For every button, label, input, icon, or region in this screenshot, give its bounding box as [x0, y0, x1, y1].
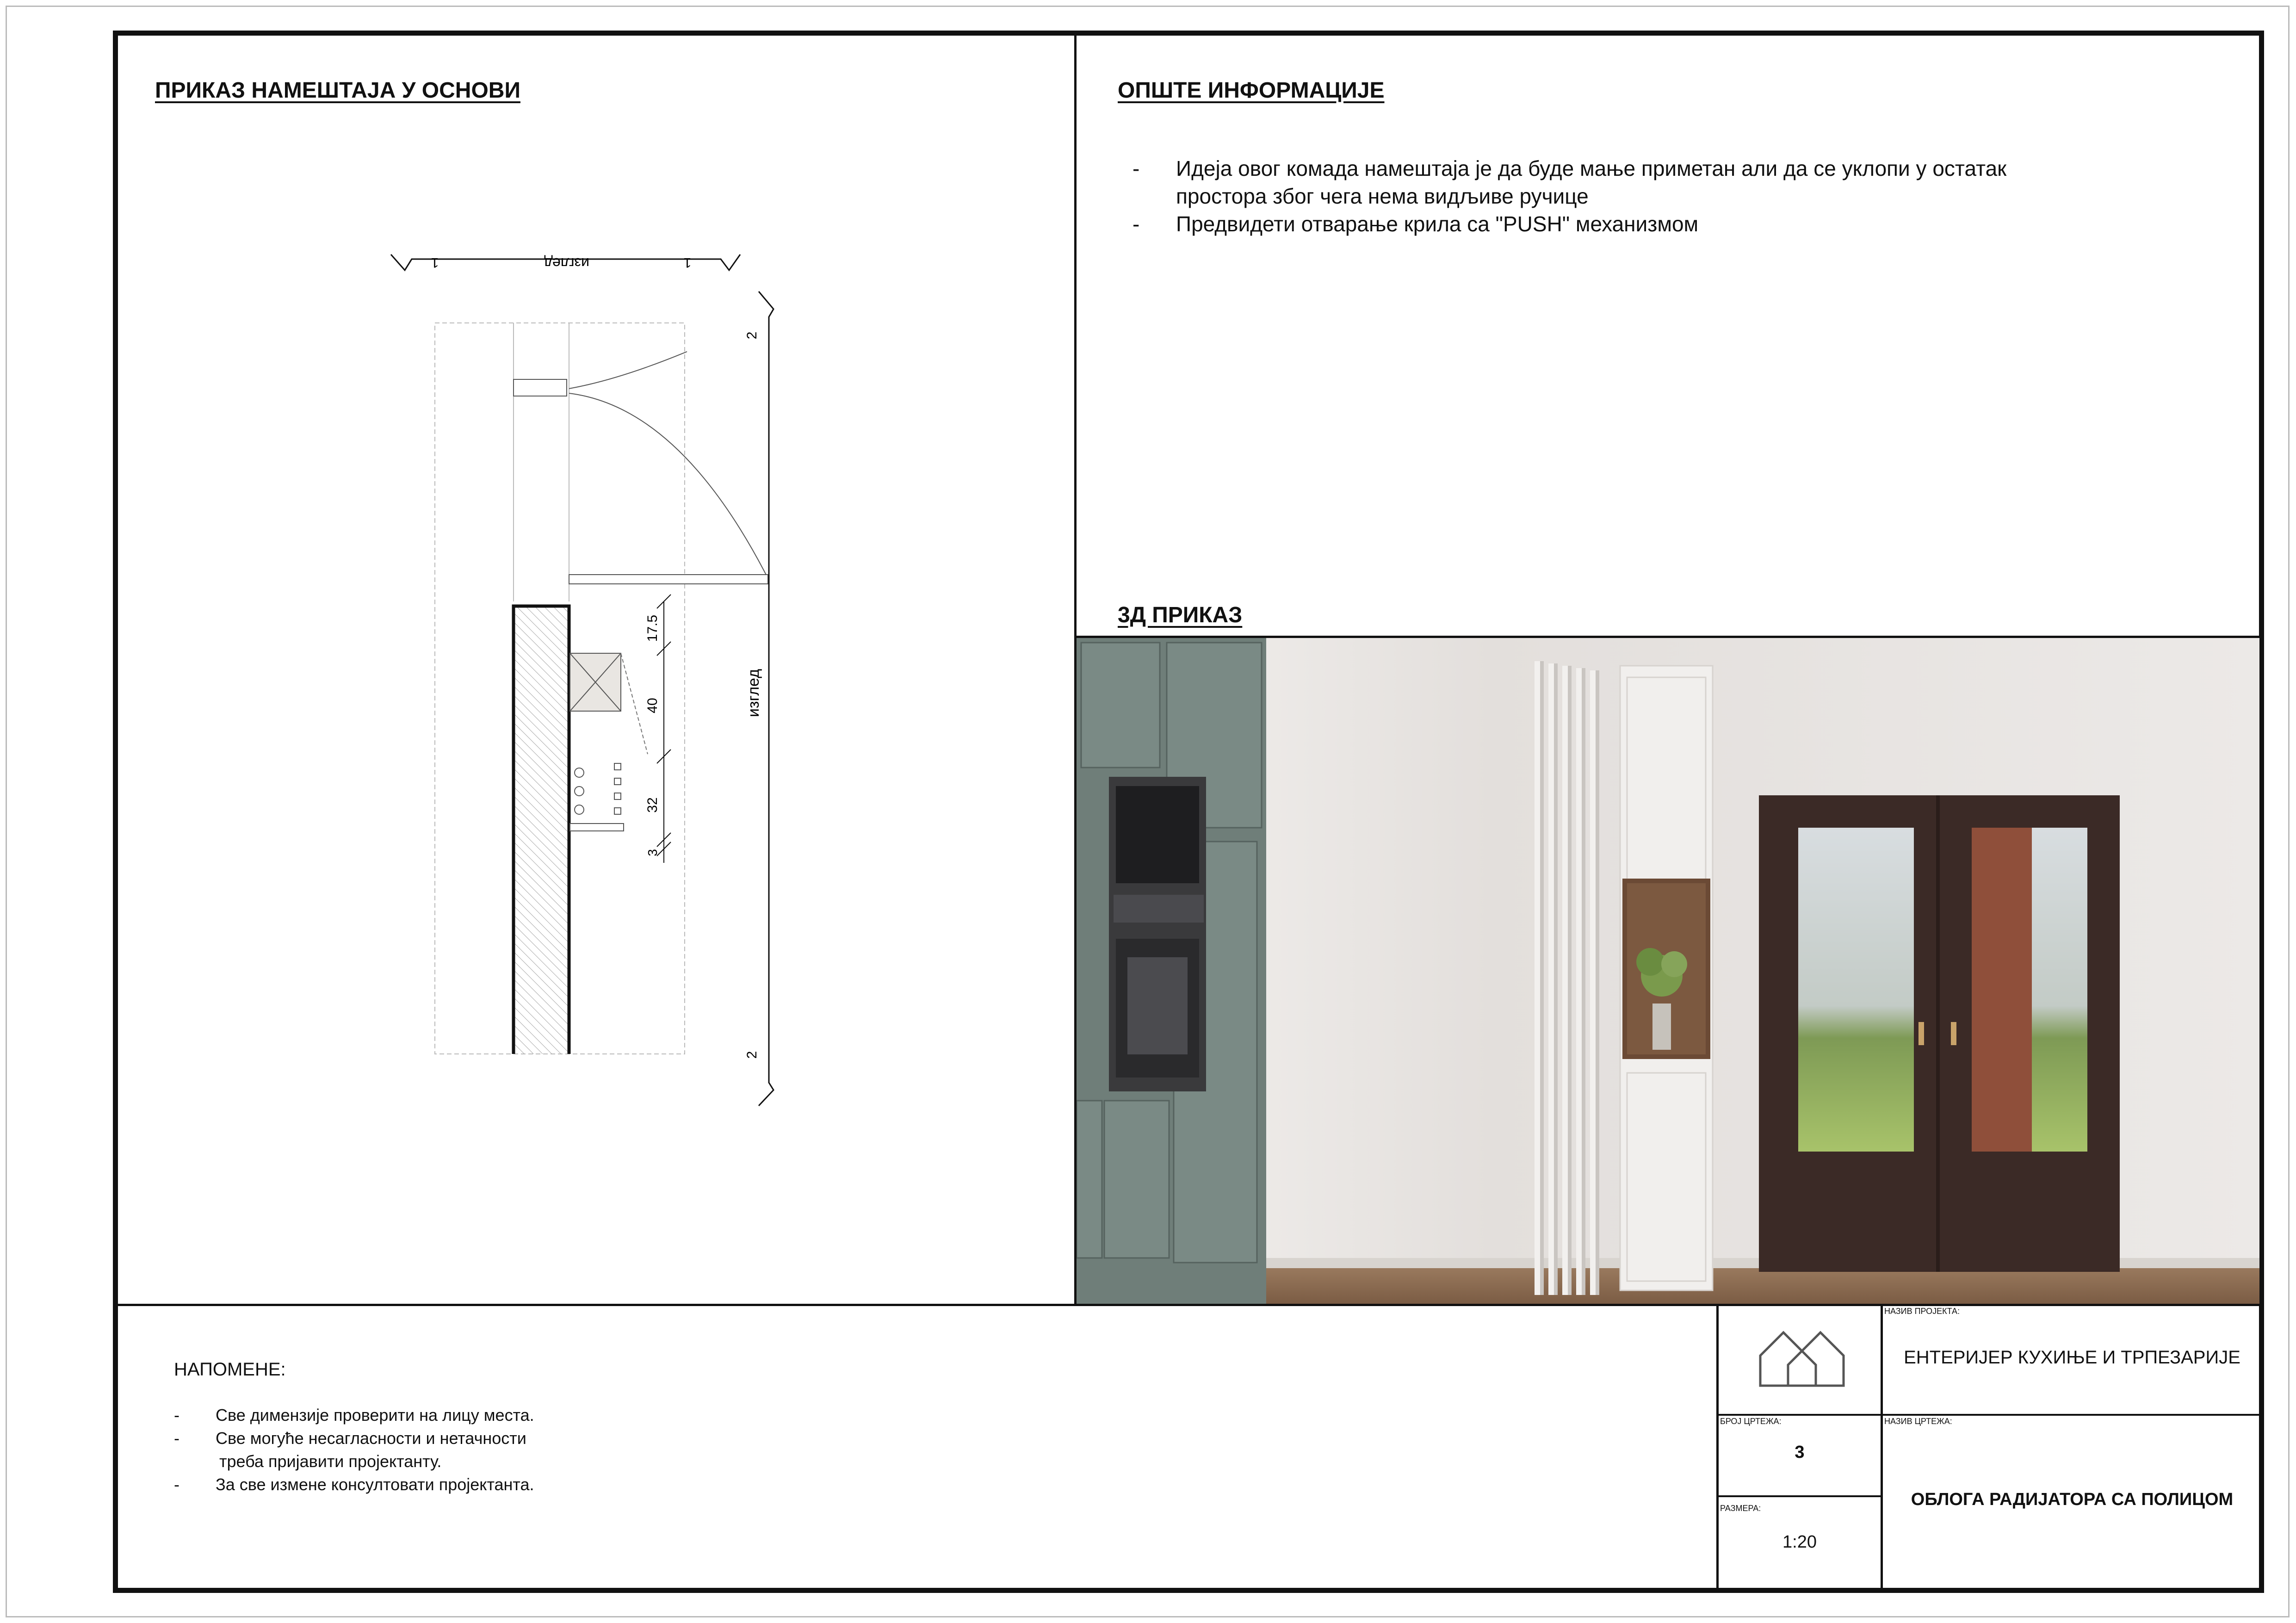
render-heading: 3Д ПРИКАЗ: [1118, 603, 1243, 627]
drawing-name-label: НАЗИВ ЦРТЕЖА:: [1884, 1417, 1952, 1426]
radiator-symbol: [570, 763, 624, 831]
general-info-list: [1129, 155, 2147, 238]
scale-label: РАЗМЕРА:: [1720, 1504, 1761, 1513]
list-item: - Идеја овог комада намештаја је да буде мање приметан али да се уклопи у остатак простора због чега нема видљиве ручице: [1133, 156, 2007, 208]
tall-cabinet-with-shelf-niche: [1620, 666, 1713, 1290]
side-mark-top: 2: [744, 331, 760, 340]
dimension-label: 3: [645, 849, 660, 856]
section-marker-top: [391, 254, 740, 272]
drawing-number: 3: [1795, 1443, 1805, 1462]
render-3d-view: [1077, 638, 2259, 1304]
notes-title: НАПОМЕНЕ:: [174, 1359, 286, 1380]
door-swing: [514, 352, 768, 584]
wall-section: [514, 606, 569, 1054]
side-mark-bottom: 2: [744, 1051, 760, 1059]
list-item: - Све могуће несагласности и нетачности треба пријавити пројектанту.: [174, 1429, 526, 1471]
furniture-plan-drawing: [379, 241, 796, 1120]
list-item: - За све измене консултовати пројектанта.: [174, 1475, 534, 1494]
scale-value: 1:20: [1782, 1532, 1817, 1552]
dimension-label: 40: [645, 698, 660, 713]
dimension-chain: [645, 595, 671, 863]
section-marker-right: [744, 291, 774, 1106]
dimension-label: 17.5: [645, 614, 660, 642]
divider-titleblock-row1: [1716, 1414, 2261, 1416]
plan-heading: ПРИКАЗ НАМЕШТАЈА У ОСНОВИ: [155, 78, 520, 103]
dimension-label: 32: [645, 797, 660, 813]
project-name: ЕНТЕРИЈЕР КУХИЊЕ И ТРПЕЗАРИЈЕ: [1904, 1347, 2240, 1368]
house-logo-icon: [1756, 1326, 1848, 1395]
section-label-right: изглед: [745, 669, 762, 718]
notes-list: [174, 1404, 729, 1496]
shelf-niche-symbol: [570, 653, 648, 754]
general-info-heading: ОПШТЕ ИНФОРМАЦИЈЕ: [1118, 78, 1385, 103]
section-mark-left: 1: [431, 255, 439, 270]
drawing-name: ОБЛОГА РАДИЈАТОРА СА ПОЛИЦОМ: [1911, 1490, 2234, 1509]
section-label-top: изглед: [544, 255, 589, 272]
built-in-oven: [1109, 777, 1206, 1091]
double-door: [1759, 795, 2120, 1272]
project-name-label: НАЗИВ ПРОЈЕКТА:: [1884, 1307, 1960, 1316]
drawing-number-label: БРОЈ ЦРТЕЖА:: [1720, 1417, 1782, 1426]
divider-footer-top: [115, 1304, 2261, 1306]
section-mark-right: 1: [683, 255, 692, 270]
divider-titleblock-row2: [1716, 1495, 1881, 1497]
list-item: - Све димензије проверити на лицу места.: [174, 1406, 534, 1425]
list-item: - Предвидети отварање крила са "PUSH" механизмом: [1133, 212, 1699, 236]
